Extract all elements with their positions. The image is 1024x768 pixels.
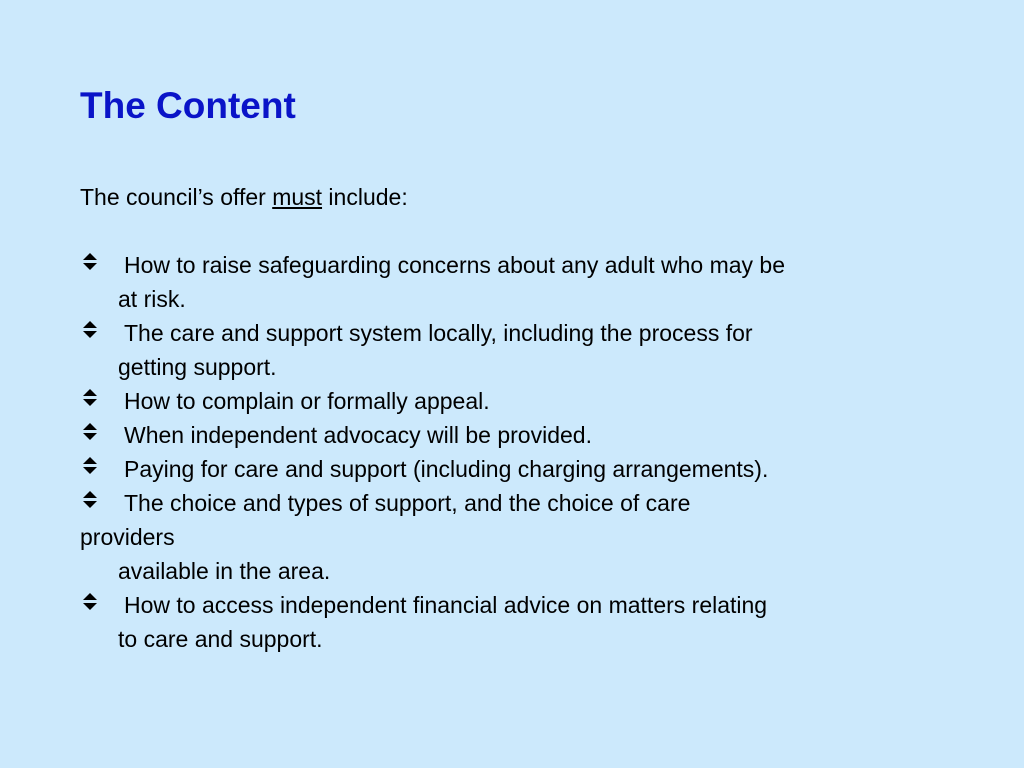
up-down-arrowheads-icon	[80, 386, 100, 410]
list-item-text: providers	[80, 524, 175, 550]
list-item	[80, 452, 960, 486]
bullet-list	[80, 248, 960, 656]
list-item	[80, 384, 960, 418]
list-item-text: How to raise safeguarding concerns about any adult who may be	[124, 252, 786, 278]
list-item-text: The care and support system locally, including the process for	[124, 320, 753, 346]
list-item	[80, 486, 960, 588]
up-down-arrowheads-icon	[80, 454, 100, 478]
list-item-text: When independent advocacy will be provided.	[124, 422, 592, 448]
page-title: The Content	[80, 85, 296, 126]
list-item-text: The choice and types of support, and the choice of care	[124, 490, 691, 516]
intro-before: The council’s offer	[80, 184, 273, 210]
list-item-text: Paying for care and support (including charging arrangements).	[124, 456, 769, 482]
list-item	[80, 588, 960, 656]
intro-emphasis: must	[272, 184, 323, 210]
up-down-arrowheads-icon	[80, 318, 100, 342]
list-item-text: How to complain or formally appeal.	[124, 388, 490, 414]
list-item	[80, 316, 960, 384]
up-down-arrowheads-icon	[80, 250, 100, 274]
list-item-text: getting support.	[118, 354, 277, 380]
list-item-text: to care and support.	[118, 626, 323, 652]
up-down-arrowheads-icon	[80, 590, 100, 614]
intro-text	[80, 180, 408, 214]
intro-after: include:	[322, 184, 408, 210]
up-down-arrowheads-icon	[80, 488, 100, 512]
list-item-text: How to access independent financial advice on matters relating	[124, 592, 768, 618]
list-item-text: available in the area.	[118, 558, 331, 584]
up-down-arrowheads-icon	[80, 420, 100, 444]
list-item-text: at risk.	[118, 286, 186, 312]
list-item	[80, 418, 960, 452]
list-item	[80, 248, 960, 316]
